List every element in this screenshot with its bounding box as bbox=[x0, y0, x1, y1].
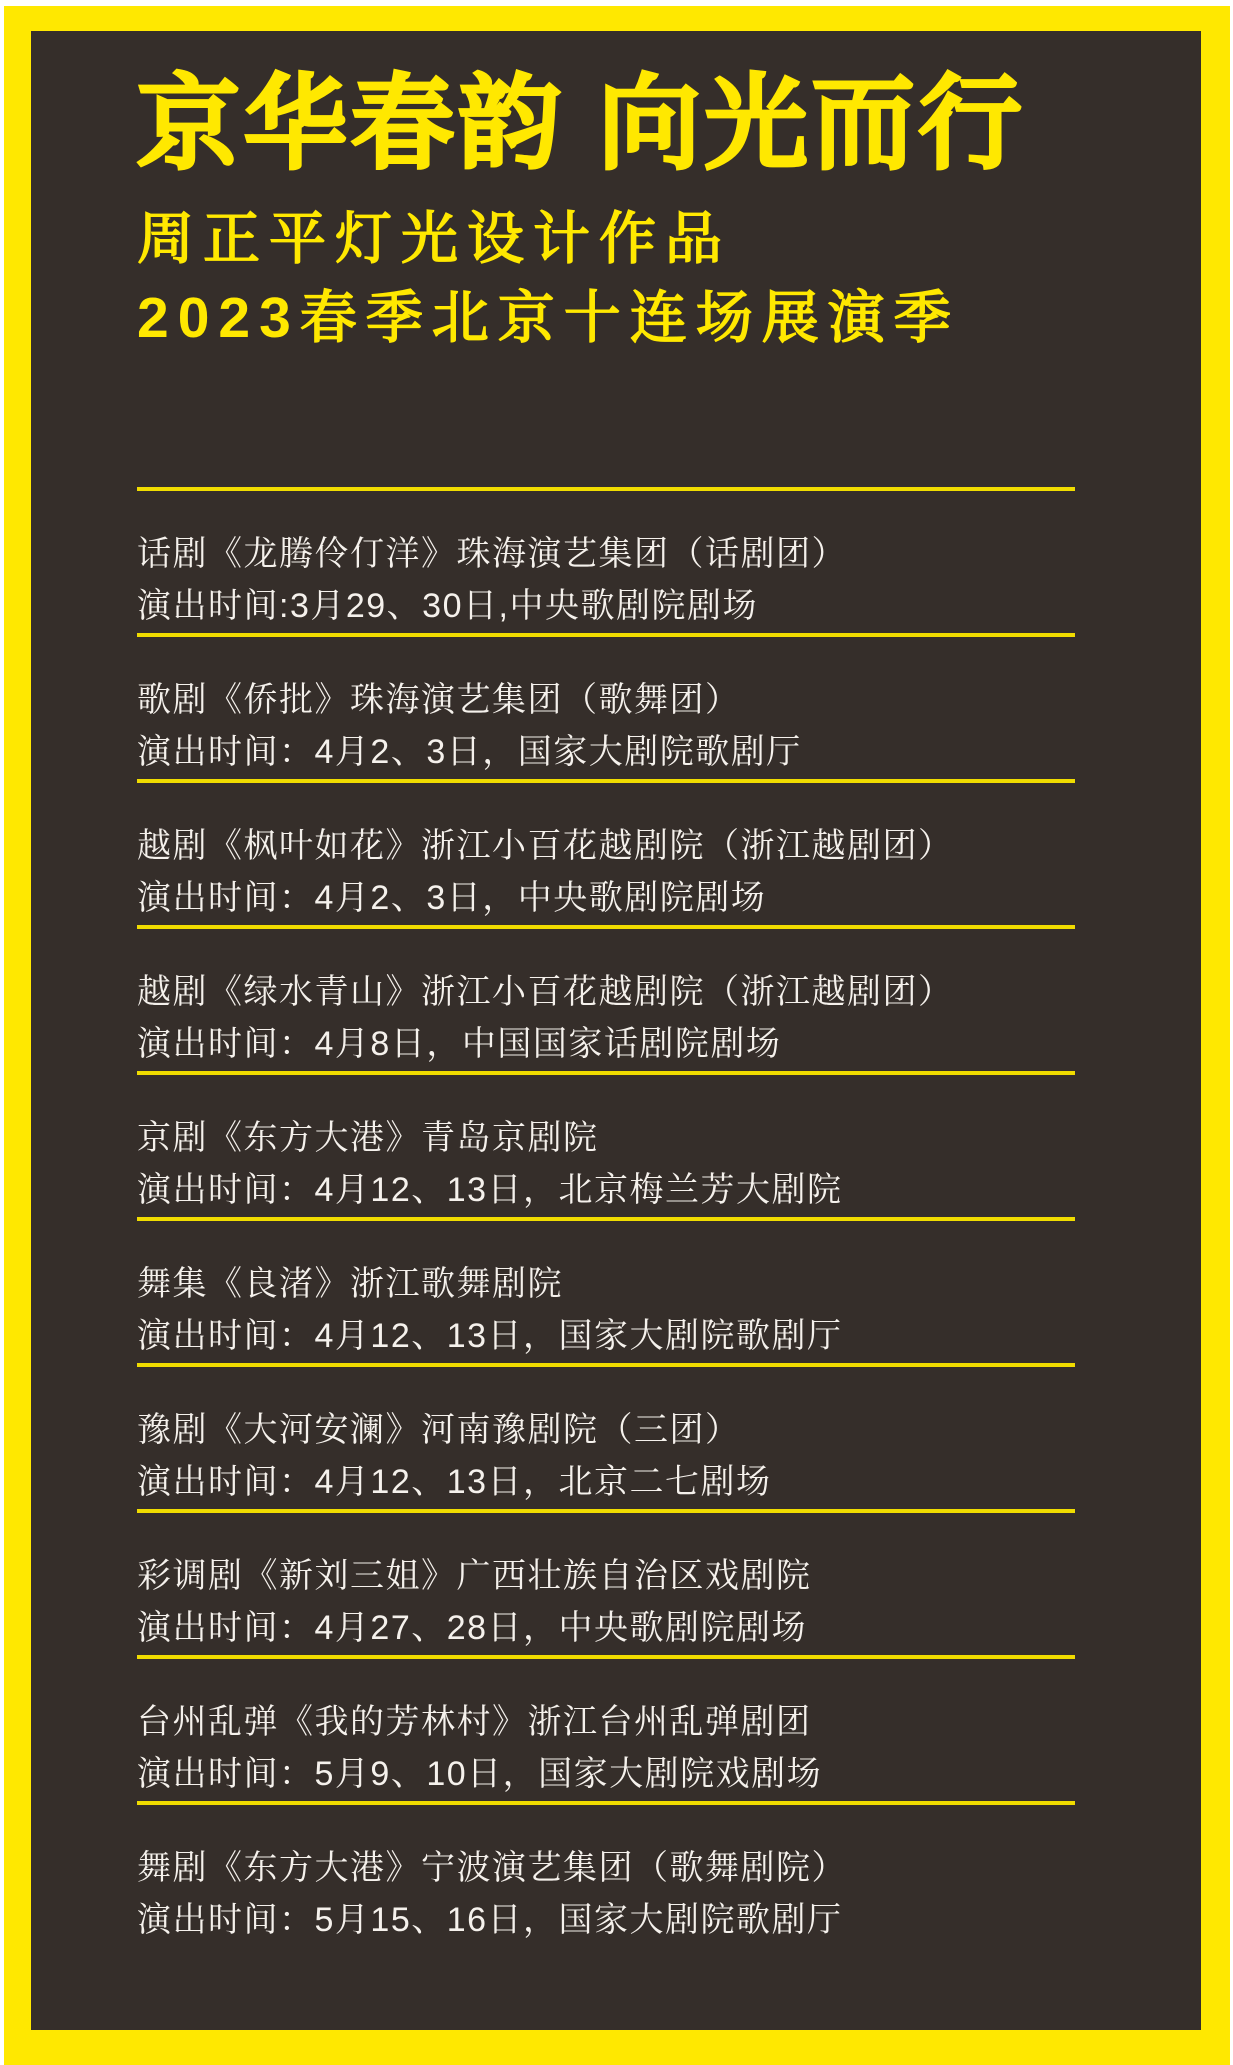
show-time: 演出时间：4月2、3日，中央歌剧院剧场 bbox=[137, 878, 767, 917]
list-item bbox=[137, 779, 1075, 925]
show-time: 演出时间：4月8日，中国国家话剧院剧场 bbox=[137, 1024, 782, 1063]
list-item bbox=[137, 633, 1075, 779]
show-name: 京剧《东方大港》青岛京剧院 bbox=[137, 1118, 599, 1157]
show-name: 越剧《绿水青山》浙江小百花越剧院（浙江越剧团） bbox=[137, 972, 954, 1011]
show-time: 演出时间：4月12、13日，北京梅兰芳大剧院 bbox=[137, 1170, 843, 1209]
show-name: 台州乱弹《我的芳林村》浙江台州乱弹剧团 bbox=[137, 1702, 812, 1741]
page-title: 京华春韵 向光而行 bbox=[137, 66, 1026, 181]
yellow-border-frame bbox=[4, 6, 1230, 2065]
show-name: 彩调剧《新刘三姐》广西壮族自治区戏剧院 bbox=[137, 1556, 812, 1595]
show-name: 舞集《良渚》浙江歌舞剧院 bbox=[137, 1264, 563, 1303]
show-time: 演出时间:3月29、30日,中央歌剧院剧场 bbox=[137, 586, 758, 625]
show-name: 越剧《枫叶如花》浙江小百花越剧院（浙江越剧团） bbox=[137, 826, 954, 865]
subtitle-designer: 周正平灯光设计作品 bbox=[137, 206, 731, 271]
show-name: 舞剧《东方大港》宁波演艺集团（歌舞剧院） bbox=[137, 1848, 847, 1887]
list-item bbox=[137, 1655, 1075, 1801]
list-item bbox=[137, 487, 1075, 633]
subtitle-season: 2023春季北京十连场展演季 bbox=[137, 285, 960, 350]
list-item bbox=[137, 1363, 1075, 1509]
show-name: 豫剧《大河安澜》河南豫剧院（三团） bbox=[137, 1410, 741, 1449]
poster-header bbox=[137, 63, 1075, 350]
poster-panel bbox=[31, 31, 1201, 2030]
list-item bbox=[137, 1801, 1075, 1947]
show-time: 演出时间：4月12、13日，北京二七剧场 bbox=[137, 1462, 772, 1501]
list-item bbox=[137, 925, 1075, 1071]
show-time: 演出时间：4月12、13日，国家大剧院歌剧厅 bbox=[137, 1316, 843, 1355]
show-name: 话剧《龙腾伶仃洋》珠海演艺集团（话剧团） bbox=[137, 534, 847, 573]
list-item bbox=[137, 1509, 1075, 1655]
list-item bbox=[137, 1071, 1075, 1217]
show-time: 演出时间：5月9、10日，国家大剧院戏剧场 bbox=[137, 1754, 823, 1793]
show-time: 演出时间：5月15、16日，国家大剧院歌剧厅 bbox=[137, 1900, 843, 1939]
show-time: 演出时间：4月27、28日，中央歌剧院剧场 bbox=[137, 1608, 808, 1647]
show-time: 演出时间：4月2、3日，国家大剧院歌剧厅 bbox=[137, 732, 802, 771]
show-name: 歌剧《侨批》珠海演艺集团（歌舞团） bbox=[137, 680, 741, 719]
list-item bbox=[137, 1217, 1075, 1363]
show-list bbox=[137, 487, 1075, 1947]
